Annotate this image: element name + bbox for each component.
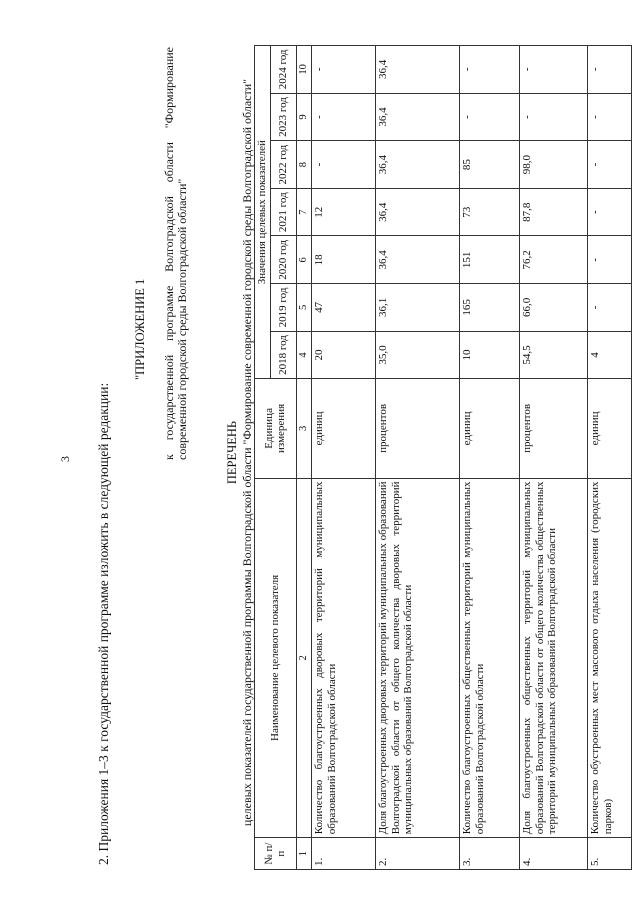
row-value: 85 (460, 141, 520, 189)
row-value: 35,0 (376, 331, 460, 379)
intro-paragraph: 2. Приложения 1–3 к государственной программе изложить в следующей редакции: (96, 382, 111, 865)
row-value: 36,4 (376, 236, 460, 284)
row-value: 20 (312, 331, 376, 379)
row-unit: процентов (376, 379, 460, 478)
row-value: - (588, 284, 632, 332)
row-value: - (312, 141, 376, 189)
row-value: 165 (460, 284, 520, 332)
row-name: Доля благоустроенных дворовых территорий муниципальных образований Волгоградской области от общего количества дворовых территорий муниципальных образований Волгоградской области (376, 478, 460, 838)
row-name: Количество благоустроенных дворовых территорий муниципальных образований Волгоградской области (312, 478, 376, 838)
row-value: 12 (312, 188, 376, 236)
table-row (588, 46, 632, 870)
row-unit: единиц (312, 379, 376, 478)
header-year: 2024 год (270, 46, 296, 94)
row-value: 4 (588, 331, 632, 379)
row-value: - (588, 93, 632, 141)
list-title: ПЕРЕЧЕНЬ (225, 420, 239, 485)
row-unit: единиц (460, 379, 520, 478)
row-value: 36,4 (376, 93, 460, 141)
row-value: - (312, 93, 376, 141)
table-row (312, 46, 376, 870)
row-num: 1. (312, 838, 376, 870)
row-num: 3. (460, 838, 520, 870)
row-name: Доля благоустроенных общественных территорий муниципальных образований Волгоградской области от общего количества общественных территорий муниципальных образований Волгоградской области (520, 478, 588, 838)
row-value: - (588, 46, 632, 94)
column-index-row (296, 46, 312, 870)
column-index: 10 (296, 46, 312, 94)
column-index: 3 (296, 379, 312, 478)
row-value: 98,0 (520, 141, 588, 189)
appendix-reference: к государственной программе Волгоградской области "Формирование современной городской среды Волгоградской области" (162, 47, 189, 460)
row-value: 36,4 (376, 141, 460, 189)
row-value: 73 (460, 188, 520, 236)
row-value: 36,4 (376, 188, 460, 236)
row-name: Количество обустроенных мест массового отдыха населения (городских парков) (588, 478, 632, 838)
column-index: 1 (296, 838, 312, 870)
row-value: - (520, 46, 588, 94)
row-value: 47 (312, 284, 376, 332)
table-row (460, 46, 520, 870)
row-value: - (588, 188, 632, 236)
row-value: - (460, 46, 520, 94)
row-value: - (312, 46, 376, 94)
row-value: 36,4 (376, 46, 460, 94)
row-value: - (520, 93, 588, 141)
header-name: Наименование целевого показателя (255, 478, 297, 838)
row-value: - (460, 93, 520, 141)
row-num: 4. (520, 838, 588, 870)
column-index: 8 (296, 141, 312, 189)
header-year: 2018 год (270, 331, 296, 379)
header-year: 2021 год (270, 188, 296, 236)
row-unit: единиц (588, 379, 632, 478)
header-year: 2022 год (270, 141, 296, 189)
row-value: 76,2 (520, 236, 588, 284)
row-num: 2. (376, 838, 460, 870)
header-num: № п/п (255, 838, 297, 870)
row-value: - (588, 236, 632, 284)
table-row (376, 46, 460, 870)
row-num: 5. (588, 838, 632, 870)
column-index: 4 (296, 331, 312, 379)
header-year: 2019 год (270, 284, 296, 332)
row-value: 151 (460, 236, 520, 284)
row-value: 18 (312, 236, 376, 284)
table-row (520, 46, 588, 870)
row-name: Количество благоустроенных общественных территорий муниципальных образований Волгоградской области (460, 478, 520, 838)
row-value: - (588, 141, 632, 189)
row-value: 10 (460, 331, 520, 379)
header-unit: Единица измерения (255, 379, 297, 478)
header-values-group: Значения целевых показателей (255, 46, 271, 379)
header-year: 2023 год (270, 93, 296, 141)
list-subtitle: целевых показателей государственной программы Волгоградской области "Формирование современной городской среды Волгоградской области" (240, 78, 254, 827)
row-value: 36,1 (376, 284, 460, 332)
column-index: 2 (296, 478, 312, 838)
row-value: 66,0 (520, 284, 588, 332)
row-unit: процентов (520, 379, 588, 478)
header-year: 2020 год (270, 236, 296, 284)
indicators-table (254, 45, 632, 870)
row-value: 54,5 (520, 331, 588, 379)
page-number: 3 (58, 456, 72, 462)
appendix-title: "ПРИЛОЖЕНИЕ 1 (133, 278, 147, 380)
column-index: 6 (296, 236, 312, 284)
column-index: 5 (296, 284, 312, 332)
column-index: 9 (296, 93, 312, 141)
row-value: 87,8 (520, 188, 588, 236)
column-index: 7 (296, 188, 312, 236)
